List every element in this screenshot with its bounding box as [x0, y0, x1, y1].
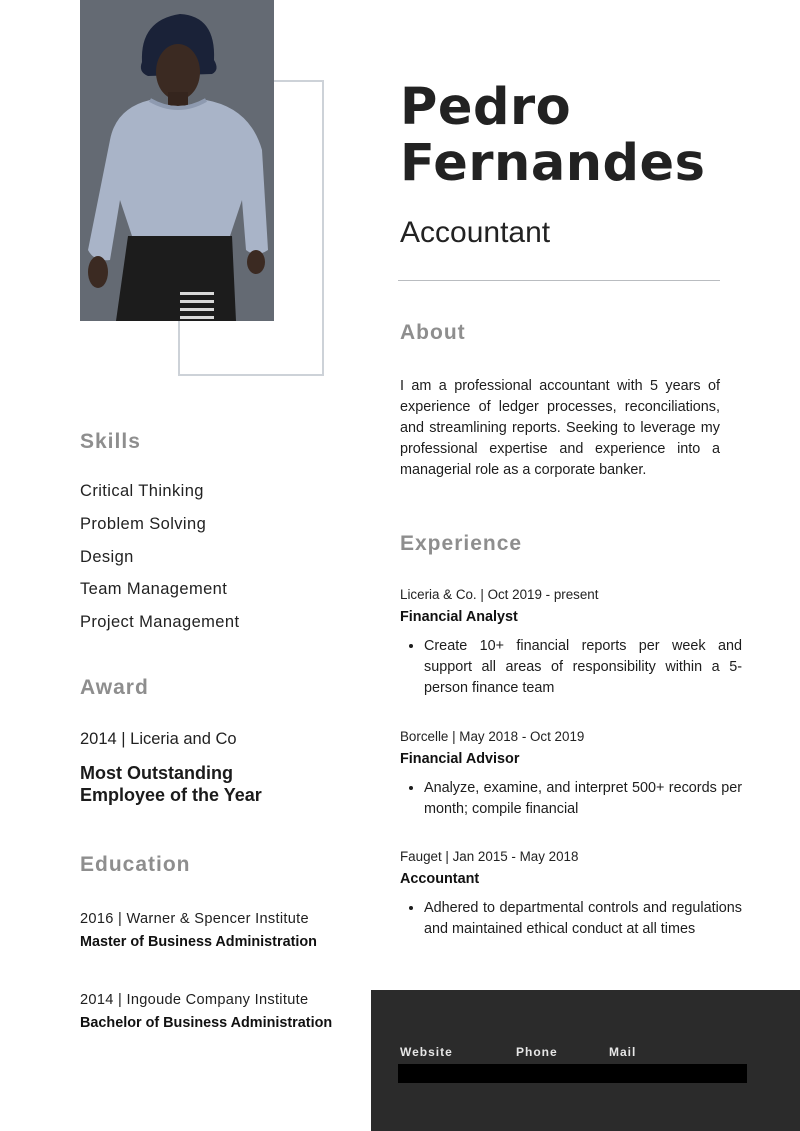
- education-degree: Bachelor of Business Administration: [80, 1015, 333, 1031]
- experience-bullets: [400, 636, 742, 699]
- experience-item: [400, 728, 742, 820]
- skills-list: [80, 480, 239, 644]
- experience-meta: Borcelle | May 2018 - Oct 2019: [400, 729, 585, 744]
- education-item: [80, 990, 360, 1033]
- experience-item: [400, 848, 742, 940]
- skill-item: Design: [80, 547, 134, 566]
- education-item: [80, 909, 360, 952]
- skills-heading: Skills: [80, 430, 141, 453]
- experience-meta: Fauget | Jan 2015 - May 2018: [400, 849, 579, 864]
- phone-label: Phone: [516, 1045, 558, 1059]
- experience-heading: Experience: [400, 532, 523, 555]
- experience-bullet: • Adhered to departmental controls and regulations and maintained ethical conduct at all times: [424, 898, 742, 940]
- award-heading: Award: [80, 676, 149, 699]
- education-meta: 2014 | Ingoude Company Institute: [80, 992, 309, 1008]
- experience-role: Accountant: [400, 871, 480, 887]
- education-heading: Education: [80, 853, 191, 876]
- experience-bullets: [400, 778, 742, 820]
- header-divider: [398, 280, 720, 281]
- experience-item: [400, 586, 742, 699]
- award-title: Most Outstanding Employee of the Year: [80, 763, 262, 805]
- experience-bullet: • Create 10+ financial reports per week and support all areas of responsibility within a 5-person finance team: [424, 636, 742, 699]
- profile-photo: [80, 0, 274, 321]
- experience-bullets: [400, 898, 742, 940]
- experience-bullet: • Analyze, examine, and interpret 500+ records per month; compile financial: [424, 778, 742, 820]
- experience-role: Financial Advisor: [400, 751, 520, 767]
- award-meta: 2014 | Liceria and Co: [80, 730, 237, 748]
- skill-item: Project Management: [80, 613, 240, 632]
- first-name: Pedro: [400, 78, 572, 137]
- experience-role: Financial Analyst: [400, 609, 518, 625]
- about-text: I am a professional accountant with 5 years of experience of ledger processes, reconciliations, and streamlining reports. Seeking to leverage my professional expertise and experience into a managerial role as a corporate banker.: [400, 378, 720, 478]
- person-name: [400, 80, 760, 192]
- website-label: Website: [400, 1045, 453, 1059]
- skill-item: Critical Thinking: [80, 482, 204, 500]
- education-degree: Master of Business Administration: [80, 934, 317, 950]
- mail-label: Mail: [609, 1045, 637, 1059]
- experience-meta: Liceria & Co. | Oct 2019 - present: [400, 587, 599, 602]
- about-heading: About: [400, 321, 466, 344]
- job-title: Accountant: [400, 216, 551, 249]
- last-name: Fernandes: [400, 134, 706, 193]
- redacted-contact-bar: [398, 1064, 747, 1083]
- skill-item: Problem Solving: [80, 514, 207, 533]
- contact-footer: [371, 990, 800, 1131]
- skill-item: Team Management: [80, 580, 228, 599]
- education-meta: 2016 | Warner & Spencer Institute: [80, 911, 309, 927]
